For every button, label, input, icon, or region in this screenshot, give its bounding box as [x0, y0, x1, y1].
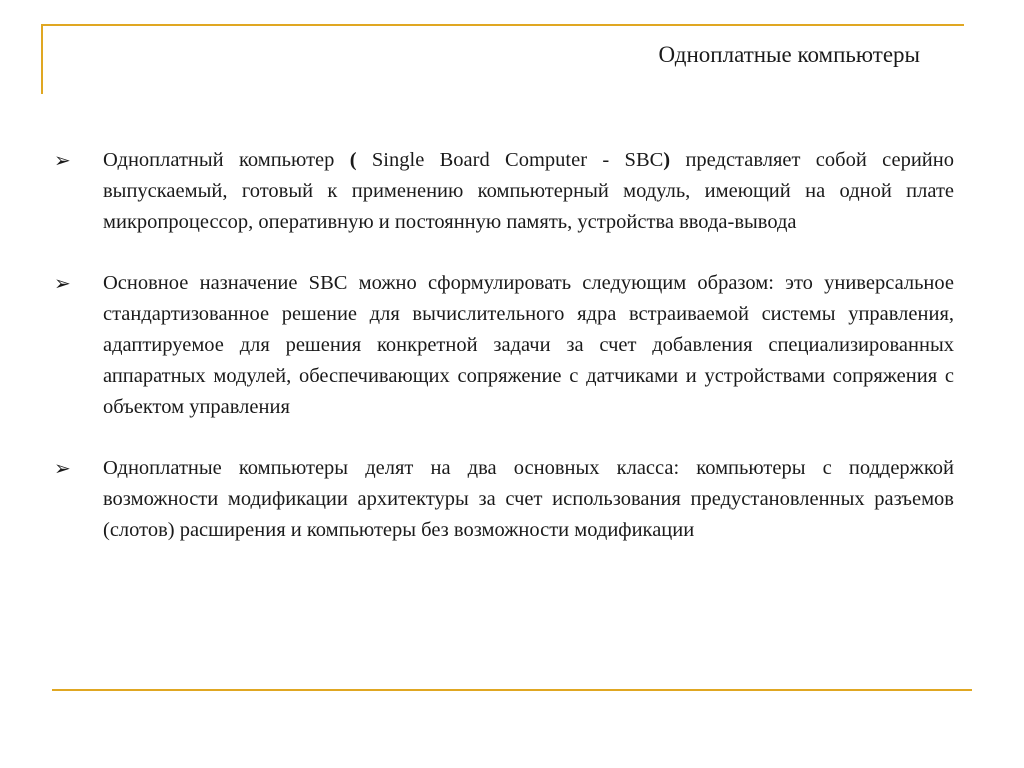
bullet-text-3: Одноплатные компьютеры делят на два основных класса: компьютеры с поддержкой возможности модификации архитектуры за счет использования предустановленных разъемов (слотов) расширения и компьютеры без возможности модификации [103, 457, 954, 541]
bullet-item-3 [50, 453, 954, 546]
bullet-text-2: Основное назначение SBC можно сформулировать следующим образом: это универсальное стандартизованное решение для вычислительного ядра встраиваемой системы управления, адаптируемое для решения конкретной задачи за счет добавления специализированных аппаратных модулей, обеспечивающих сопряжение с датчиками и устройствами сопряжения с объектом управления [103, 272, 954, 418]
arrow-bullet-icon: ➢ [54, 148, 71, 172]
arrow-bullet-icon: ➢ [54, 271, 71, 295]
frame-bottom-line [52, 689, 972, 691]
slide-content [50, 145, 954, 576]
slide-title: Одноплатные компьютеры [658, 42, 920, 67]
frame-left-line [41, 24, 43, 94]
bullet-text-1: Одноплатный компьютер ( Single Board Computer - SBC) представляет собой серийно выпускаемый, готовый к применению компьютерный модуль, имеющий на одной плате микропроцессор, оперативную и постоянную память, устройства ввода-вывода [103, 149, 955, 233]
bullet-item-2 [50, 268, 954, 423]
arrow-bullet-icon: ➢ [54, 456, 71, 480]
bullet-item-1 [50, 145, 954, 238]
frame-top-line [41, 24, 964, 26]
